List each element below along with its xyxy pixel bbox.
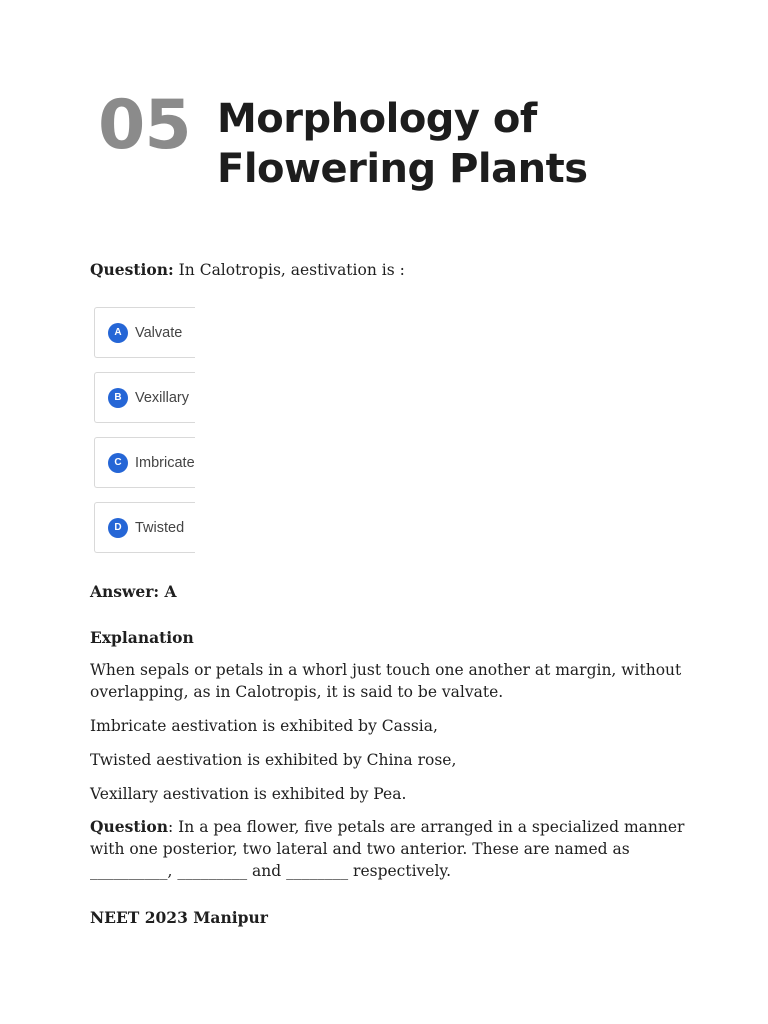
option-b-badge: B <box>108 388 128 408</box>
explanation-paragraph-4: Vexillary aestivation is exhibited by Pea. <box>90 785 407 803</box>
question-1-label: Question: <box>90 260 174 279</box>
option-d[interactable] <box>94 502 195 553</box>
option-c-badge: C <box>108 453 128 473</box>
explanation-paragraph-2: Imbricate aestivation is exhibited by Cassia, <box>90 717 438 735</box>
option-a[interactable] <box>94 307 195 358</box>
answer-options <box>94 307 195 567</box>
explanation-heading: Explanation <box>90 628 194 647</box>
chapter-title-line-1: Morphology of <box>217 96 537 142</box>
exam-source: NEET 2023 Manipur <box>90 908 268 927</box>
question-2 <box>90 816 690 882</box>
option-c[interactable] <box>94 437 195 488</box>
option-d-label: Twisted <box>135 519 185 536</box>
option-a-badge: A <box>108 323 128 343</box>
answer-line: Answer: A <box>90 582 177 601</box>
option-a-label: Valvate <box>135 324 183 341</box>
option-b[interactable] <box>94 372 195 423</box>
option-d-badge: D <box>108 518 128 538</box>
question-2-text: : In a pea flower, five petals are arranged in a specialized manner with one posterior, two lateral and two anterior. These are named as __________, _________ and ________ respectively. <box>90 818 685 880</box>
option-c-label: Imbricate <box>135 454 195 471</box>
question-1-text: In Calotropis, aestivation is : <box>173 261 405 279</box>
explanation-paragraph-3: Twisted aestivation is exhibited by China rose, <box>90 751 457 769</box>
question-2-label: Question <box>90 817 169 836</box>
question-1 <box>90 259 690 281</box>
option-b-label: Vexillary <box>135 389 189 406</box>
chapter-title-line-2: Flowering Plants <box>217 146 588 192</box>
chapter-title <box>217 94 647 194</box>
chapter-number: 05 <box>98 86 191 165</box>
explanation-paragraph-1: When sepals or petals in a whorl just touch one another at margin, without overlapping, as in Calotropis, it is said to be valvate. <box>90 661 682 701</box>
